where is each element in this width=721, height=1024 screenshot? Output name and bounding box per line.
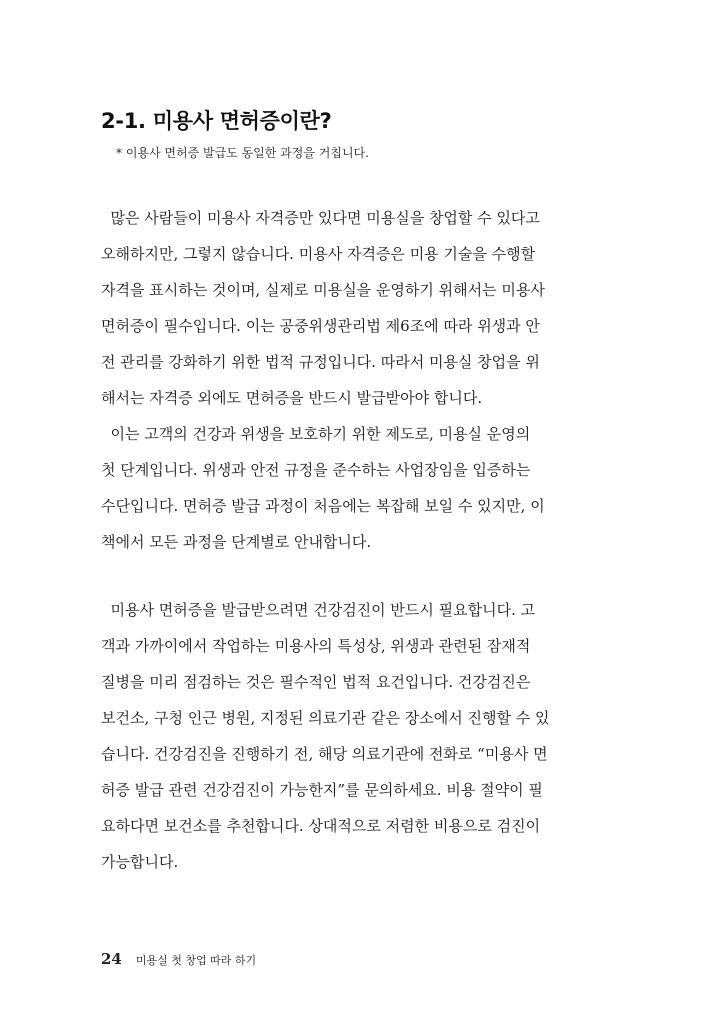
paragraph-line: 첫 단계입니다. 위생과 안전 규정을 준수하는 사업장임을 입증하는	[101, 461, 531, 479]
paragraph-line: 보건소, 구청 인근 병원, 지정된 의료기관 같은 장소에서 진행할 수 있	[101, 709, 550, 727]
paragraph-line: 수단입니다. 면허증 발급 과정이 처음에는 복잡해 보일 수 있지만, 이	[101, 497, 545, 515]
section-note: * 이용사 면허증 발급도 동일한 과정을 거칩니다.	[116, 146, 369, 160]
paragraph-line: 습니다. 건강검진을 진행하기 전, 해당 의료기관에 전화로 “미용사 면	[101, 745, 548, 763]
page-number: 24	[101, 950, 122, 968]
paragraph-line: 면허증이 필수입니다. 이는 공중위생관리법 제6조에 따라 위생과 안	[101, 317, 540, 335]
paragraph-line: 요하다면 보건소를 추천합니다. 상대적으로 저렴한 비용으로 검진이	[101, 817, 541, 835]
paragraph-line: 책에서 모든 과정을 단계별로 안내합니다.	[101, 533, 372, 551]
paragraph-line: 가능합니다.	[101, 853, 179, 871]
paragraph-line: 전 관리를 강화하기 위한 법적 규정입니다. 따라서 미용실 창업을 위	[101, 353, 540, 371]
book-title: 미용실 첫 창업 따라 하기	[135, 954, 257, 967]
paragraph-line: 이는 고객의 건강과 위생을 보호하기 위한 제도로, 미용실 운영의	[101, 425, 531, 443]
page-footer	[101, 950, 256, 969]
section-heading: 2-1. 미용사 면허증이란?	[101, 109, 332, 133]
paragraph-line: 객과 가까이에서 작업하는 미용사의 특성상, 위생과 관련된 잠재적	[101, 637, 531, 655]
paragraph-line: 허증 발급 관련 건강검진이 가능한지”를 문의하세요. 비용 절약이 필	[101, 781, 543, 799]
paragraph-line: 많은 사람들이 미용사 자격증만 있다면 미용실을 창업할 수 있다고	[101, 209, 540, 227]
paragraph-line: 해서는 자격증 외에도 면허증을 반드시 발급받아야 합니다.	[101, 389, 483, 407]
paragraph-line: 질병을 미리 점검하는 것은 필수적인 법적 요건입니다. 건강검진은	[101, 673, 531, 691]
paragraph-line: 미용사 면허증을 발급받으려면 건강검진이 반드시 필요합니다. 고	[101, 601, 536, 619]
paragraph-line: 자격을 표시하는 것이며, 실제로 미용실을 운영하기 위해서는 미용사	[101, 281, 545, 299]
paragraph-line: 오해하지만, 그렇지 않습니다. 미용사 자격증은 미용 기술을 수행할	[101, 245, 536, 263]
